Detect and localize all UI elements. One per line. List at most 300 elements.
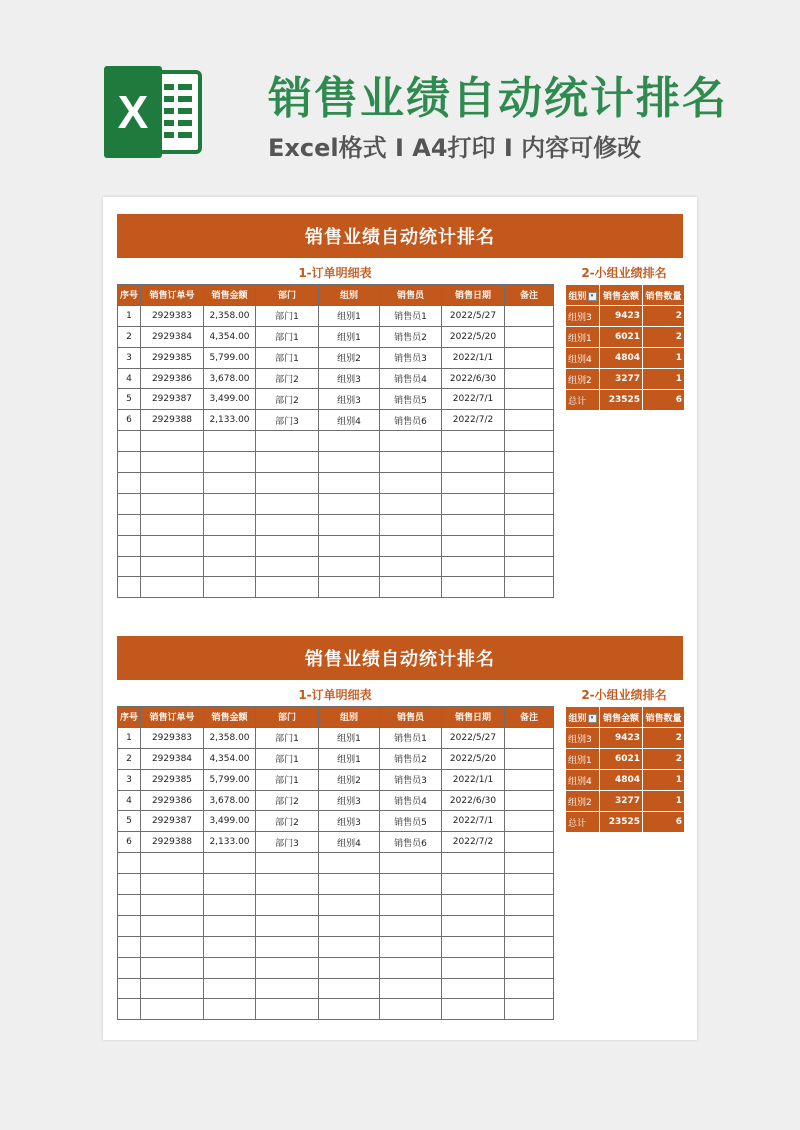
table-cell[interactable]: 2929387 bbox=[141, 811, 204, 832]
column-header[interactable]: 备注 bbox=[505, 285, 554, 306]
rank-cell[interactable]: 4804 bbox=[600, 348, 643, 369]
table-cell[interactable] bbox=[505, 978, 554, 999]
table-cell[interactable] bbox=[319, 473, 380, 494]
table-cell[interactable] bbox=[442, 915, 505, 936]
table-cell[interactable] bbox=[505, 811, 554, 832]
rank-cell[interactable]: 6021 bbox=[600, 327, 643, 348]
table-cell[interactable] bbox=[505, 915, 554, 936]
rank-column-header[interactable] bbox=[566, 707, 600, 728]
rank-column-header[interactable] bbox=[643, 707, 685, 728]
table-cell[interactable] bbox=[505, 452, 554, 473]
rank-cell[interactable]: 组别1 bbox=[566, 749, 600, 770]
table-header-row bbox=[118, 707, 554, 728]
table-cell[interactable] bbox=[505, 473, 554, 494]
table-cell[interactable]: 4,354.00 bbox=[204, 326, 256, 347]
table-cell[interactable]: 销售员2 bbox=[380, 326, 442, 347]
table-cell[interactable] bbox=[505, 936, 554, 957]
column-header[interactable]: 销售日期 bbox=[442, 285, 505, 306]
table-cell[interactable] bbox=[442, 874, 505, 895]
table-cell[interactable]: 组别1 bbox=[319, 748, 380, 769]
column-header[interactable]: 备注 bbox=[505, 707, 554, 728]
table-cell[interactable]: 4 bbox=[118, 790, 141, 811]
table-cell[interactable] bbox=[505, 853, 554, 874]
table-cell[interactable] bbox=[141, 853, 204, 874]
table-cell[interactable] bbox=[505, 326, 554, 347]
table-cell[interactable] bbox=[505, 727, 554, 748]
table-cell[interactable] bbox=[442, 936, 505, 957]
table-cell[interactable] bbox=[505, 431, 554, 452]
table-cell[interactable]: 销售员3 bbox=[380, 347, 442, 368]
table-cell[interactable]: 部门1 bbox=[256, 326, 319, 347]
filter-dropdown-icon[interactable]: ▾ bbox=[588, 714, 597, 723]
rank-column-header[interactable] bbox=[600, 285, 643, 306]
table-cell[interactable]: 4 bbox=[118, 368, 141, 389]
table-cell[interactable] bbox=[118, 915, 141, 936]
table-cell[interactable] bbox=[204, 556, 256, 577]
table-cell[interactable]: 2,133.00 bbox=[204, 410, 256, 431]
column-header[interactable]: 销售员 bbox=[380, 707, 442, 728]
table-cell[interactable] bbox=[319, 874, 380, 895]
table-cell[interactable] bbox=[256, 556, 319, 577]
table-cell[interactable] bbox=[442, 556, 505, 577]
table-cell[interactable]: 3 bbox=[118, 769, 141, 790]
table-cell[interactable] bbox=[505, 368, 554, 389]
table-cell[interactable]: 部门2 bbox=[256, 790, 319, 811]
table-cell[interactable]: 销售员5 bbox=[380, 389, 442, 410]
rank-cell[interactable]: 总计 bbox=[566, 812, 600, 833]
column-header[interactable]: 组别 bbox=[319, 285, 380, 306]
table-cell[interactable] bbox=[204, 999, 256, 1020]
table-cell[interactable] bbox=[118, 493, 141, 514]
column-header[interactable]: 销售订单号 bbox=[141, 285, 204, 306]
table-cell[interactable]: 6 bbox=[118, 410, 141, 431]
table-cell[interactable] bbox=[204, 452, 256, 473]
table-cell[interactable]: 2022/1/1 bbox=[442, 347, 505, 368]
table-cell[interactable] bbox=[505, 895, 554, 916]
table-cell[interactable] bbox=[319, 895, 380, 916]
table-cell[interactable] bbox=[442, 473, 505, 494]
table-cell[interactable]: 2 bbox=[118, 748, 141, 769]
group-ranking-table bbox=[565, 284, 685, 411]
table-cell[interactable] bbox=[256, 915, 319, 936]
table-cell[interactable]: 5,799.00 bbox=[204, 769, 256, 790]
rank-cell[interactable]: 组别2 bbox=[566, 791, 600, 812]
rank-cell[interactable]: 总计 bbox=[566, 390, 600, 411]
table-cell[interactable] bbox=[319, 535, 380, 556]
table-cell[interactable]: 3,678.00 bbox=[204, 368, 256, 389]
table-cell[interactable] bbox=[442, 957, 505, 978]
table-cell[interactable] bbox=[118, 957, 141, 978]
table-cell[interactable]: 销售员4 bbox=[380, 368, 442, 389]
table-cell[interactable]: 组别1 bbox=[319, 305, 380, 326]
table-cell[interactable] bbox=[256, 431, 319, 452]
table-cell[interactable] bbox=[141, 874, 204, 895]
table-cell[interactable]: 2929386 bbox=[141, 790, 204, 811]
table-cell[interactable] bbox=[319, 493, 380, 514]
table-cell[interactable] bbox=[256, 895, 319, 916]
table-cell[interactable]: 组别3 bbox=[319, 389, 380, 410]
table-row bbox=[118, 832, 554, 853]
table-cell[interactable] bbox=[380, 452, 442, 473]
table-cell[interactable]: 2929383 bbox=[141, 727, 204, 748]
rank-cell[interactable]: 组别1 bbox=[566, 327, 600, 348]
table-cell[interactable] bbox=[319, 452, 380, 473]
rank-cell[interactable]: 6 bbox=[643, 812, 685, 833]
table-cell[interactable]: 部门1 bbox=[256, 727, 319, 748]
table-cell[interactable] bbox=[118, 556, 141, 577]
table-row bbox=[118, 473, 554, 494]
table-cell[interactable] bbox=[319, 936, 380, 957]
table-cell[interactable] bbox=[141, 957, 204, 978]
rank-cell[interactable]: 2 bbox=[643, 728, 685, 749]
table-cell[interactable] bbox=[380, 874, 442, 895]
table-cell[interactable]: 销售员5 bbox=[380, 811, 442, 832]
table-cell[interactable]: 组别1 bbox=[319, 727, 380, 748]
rank-cell[interactable]: 组别4 bbox=[566, 348, 600, 369]
table-cell[interactable]: 部门2 bbox=[256, 811, 319, 832]
table-cell[interactable]: 2929385 bbox=[141, 769, 204, 790]
table-cell[interactable] bbox=[204, 957, 256, 978]
table-cell[interactable] bbox=[256, 957, 319, 978]
table-cell[interactable] bbox=[380, 431, 442, 452]
section-title: 销售业绩自动统计排名 bbox=[117, 636, 683, 680]
table-cell[interactable] bbox=[256, 874, 319, 895]
table-cell[interactable] bbox=[118, 874, 141, 895]
table-cell[interactable]: 部门3 bbox=[256, 832, 319, 853]
table-cell[interactable] bbox=[204, 577, 256, 598]
column-header[interactable]: 销售金额 bbox=[204, 707, 256, 728]
table-cell[interactable] bbox=[118, 936, 141, 957]
rank-cell[interactable]: 3277 bbox=[600, 791, 643, 812]
table-cell[interactable] bbox=[442, 431, 505, 452]
rank-cell[interactable]: 6021 bbox=[600, 749, 643, 770]
table-cell[interactable]: 2929384 bbox=[141, 326, 204, 347]
table-cell[interactable] bbox=[380, 915, 442, 936]
table-cell[interactable]: 4,354.00 bbox=[204, 748, 256, 769]
table-cell[interactable]: 部门1 bbox=[256, 305, 319, 326]
table-cell[interactable] bbox=[256, 473, 319, 494]
table-cell[interactable]: 2929386 bbox=[141, 368, 204, 389]
table-cell[interactable] bbox=[505, 769, 554, 790]
rank-cell[interactable]: 3277 bbox=[600, 369, 643, 390]
table-cell[interactable]: 2,133.00 bbox=[204, 832, 256, 853]
rank-header-label: 销售数量 bbox=[645, 291, 682, 302]
table-cell[interactable]: 销售员6 bbox=[380, 410, 442, 431]
table-cell[interactable] bbox=[319, 514, 380, 535]
table-cell[interactable]: 组别3 bbox=[319, 790, 380, 811]
table-cell[interactable] bbox=[505, 410, 554, 431]
table-cell[interactable] bbox=[380, 936, 442, 957]
rank-cell[interactable]: 1 bbox=[643, 770, 685, 791]
table-cell[interactable]: 组别2 bbox=[319, 769, 380, 790]
table-cell[interactable]: 3,499.00 bbox=[204, 389, 256, 410]
table-cell[interactable] bbox=[256, 577, 319, 598]
table-cell[interactable]: 2929388 bbox=[141, 410, 204, 431]
table-cell[interactable] bbox=[380, 514, 442, 535]
table-cell[interactable] bbox=[380, 535, 442, 556]
rank-cell[interactable]: 2 bbox=[643, 749, 685, 770]
table-cell[interactable] bbox=[141, 514, 204, 535]
table-cell[interactable]: 2022/6/30 bbox=[442, 790, 505, 811]
table-cell[interactable] bbox=[118, 978, 141, 999]
table-cell[interactable] bbox=[141, 556, 204, 577]
table-cell[interactable]: 2929383 bbox=[141, 305, 204, 326]
table-cell[interactable]: 组别1 bbox=[319, 326, 380, 347]
table-cell[interactable] bbox=[256, 535, 319, 556]
table-cell[interactable] bbox=[256, 493, 319, 514]
table-cell[interactable]: 销售员2 bbox=[380, 748, 442, 769]
table-cell[interactable] bbox=[505, 389, 554, 410]
table-cell[interactable] bbox=[505, 514, 554, 535]
table-cell[interactable] bbox=[204, 853, 256, 874]
rank-cell[interactable]: 组别3 bbox=[566, 306, 600, 327]
table-cell[interactable]: 部门1 bbox=[256, 769, 319, 790]
table-cell[interactable]: 销售员4 bbox=[380, 790, 442, 811]
table-cell[interactable] bbox=[204, 493, 256, 514]
table-cell[interactable]: 部门1 bbox=[256, 347, 319, 368]
table-cell[interactable] bbox=[442, 577, 505, 598]
rank-cell[interactable]: 23525 bbox=[600, 390, 643, 411]
table-cell[interactable] bbox=[118, 514, 141, 535]
table-cell[interactable] bbox=[380, 853, 442, 874]
table-cell[interactable] bbox=[319, 957, 380, 978]
table-cell[interactable] bbox=[118, 473, 141, 494]
rank-row bbox=[566, 327, 685, 348]
table-cell[interactable]: 2,358.00 bbox=[204, 727, 256, 748]
table-cell[interactable] bbox=[442, 452, 505, 473]
rank-row bbox=[566, 749, 685, 770]
table-cell[interactable] bbox=[141, 493, 204, 514]
table-cell[interactable] bbox=[380, 577, 442, 598]
table-cell[interactable]: 销售员1 bbox=[380, 727, 442, 748]
rank-cell[interactable]: 9423 bbox=[600, 306, 643, 327]
rank-cell[interactable]: 组别3 bbox=[566, 728, 600, 749]
table-cell[interactable] bbox=[204, 535, 256, 556]
table-cell[interactable] bbox=[319, 999, 380, 1020]
table-cell[interactable] bbox=[380, 957, 442, 978]
table-cell[interactable] bbox=[141, 915, 204, 936]
rank-row bbox=[566, 306, 685, 327]
table-cell[interactable] bbox=[256, 999, 319, 1020]
logo-letter: X bbox=[117, 86, 149, 138]
column-header[interactable]: 序号 bbox=[118, 707, 141, 728]
table-cell[interactable] bbox=[380, 999, 442, 1020]
table-cell[interactable]: 销售员1 bbox=[380, 305, 442, 326]
rank-cell[interactable]: 1 bbox=[643, 348, 685, 369]
table-cell[interactable]: 5,799.00 bbox=[204, 347, 256, 368]
column-header[interactable]: 组别 bbox=[319, 707, 380, 728]
rank-column-header[interactable] bbox=[600, 707, 643, 728]
table-cell[interactable]: 2022/6/30 bbox=[442, 368, 505, 389]
rank-cell[interactable]: 9423 bbox=[600, 728, 643, 749]
table-cell[interactable] bbox=[505, 874, 554, 895]
table-cell[interactable] bbox=[204, 915, 256, 936]
table-cell[interactable] bbox=[118, 999, 141, 1020]
rank-cell[interactable]: 组别4 bbox=[566, 770, 600, 791]
column-header[interactable]: 销售金额 bbox=[204, 285, 256, 306]
table-cell[interactable] bbox=[118, 895, 141, 916]
table-cell[interactable]: 组别2 bbox=[319, 347, 380, 368]
table-cell[interactable] bbox=[319, 915, 380, 936]
table-cell[interactable] bbox=[505, 493, 554, 514]
table-cell[interactable]: 1 bbox=[118, 305, 141, 326]
table-cell[interactable] bbox=[319, 556, 380, 577]
table-row bbox=[118, 347, 554, 368]
table-cell[interactable]: 组别4 bbox=[319, 410, 380, 431]
table-cell[interactable] bbox=[141, 978, 204, 999]
table-cell[interactable]: 2022/7/1 bbox=[442, 811, 505, 832]
column-header[interactable]: 部门 bbox=[256, 285, 319, 306]
table-cell[interactable] bbox=[505, 577, 554, 598]
table-cell[interactable] bbox=[204, 874, 256, 895]
table-cell[interactable] bbox=[118, 853, 141, 874]
table-cell[interactable] bbox=[380, 978, 442, 999]
table-cell[interactable]: 部门2 bbox=[256, 368, 319, 389]
table-cell[interactable]: 部门3 bbox=[256, 410, 319, 431]
table-cell[interactable] bbox=[118, 535, 141, 556]
table-cell[interactable] bbox=[204, 978, 256, 999]
table-cell[interactable] bbox=[380, 895, 442, 916]
rank-cell[interactable]: 1 bbox=[643, 369, 685, 390]
rank-header-label: 组别 bbox=[568, 713, 587, 724]
table-cell[interactable]: 2022/1/1 bbox=[442, 769, 505, 790]
table-cell[interactable] bbox=[442, 853, 505, 874]
table-cell[interactable] bbox=[442, 514, 505, 535]
table-cell[interactable] bbox=[256, 514, 319, 535]
table-row bbox=[118, 957, 554, 978]
table-cell[interactable] bbox=[256, 853, 319, 874]
table-cell[interactable]: 3,678.00 bbox=[204, 790, 256, 811]
filter-dropdown-icon[interactable]: ▾ bbox=[588, 292, 597, 301]
column-header[interactable]: 序号 bbox=[118, 285, 141, 306]
table-cell[interactable]: 2929388 bbox=[141, 832, 204, 853]
table-cell[interactable] bbox=[204, 514, 256, 535]
table-cell[interactable] bbox=[505, 957, 554, 978]
table-cell[interactable]: 2,358.00 bbox=[204, 305, 256, 326]
table-cell[interactable]: 2929387 bbox=[141, 389, 204, 410]
table-cell[interactable] bbox=[442, 895, 505, 916]
group-ranking-table bbox=[565, 706, 685, 833]
table-cell[interactable] bbox=[118, 577, 141, 598]
table-cell[interactable] bbox=[380, 556, 442, 577]
table-cell[interactable] bbox=[442, 493, 505, 514]
table-cell[interactable] bbox=[141, 999, 204, 1020]
rank-cell[interactable]: 4804 bbox=[600, 770, 643, 791]
table-cell[interactable] bbox=[118, 431, 141, 452]
header bbox=[0, 0, 800, 190]
table-cell[interactable]: 2022/7/2 bbox=[442, 410, 505, 431]
table-cell[interactable] bbox=[505, 305, 554, 326]
table-cell[interactable] bbox=[442, 978, 505, 999]
column-header[interactable]: 销售员 bbox=[380, 285, 442, 306]
table-cell[interactable] bbox=[204, 473, 256, 494]
table-cell[interactable] bbox=[319, 431, 380, 452]
table-cell[interactable]: 部门1 bbox=[256, 748, 319, 769]
table-cell[interactable]: 2929385 bbox=[141, 347, 204, 368]
table-cell[interactable]: 3,499.00 bbox=[204, 811, 256, 832]
table-cell[interactable] bbox=[505, 790, 554, 811]
table-cell[interactable] bbox=[141, 895, 204, 916]
rank-row bbox=[566, 348, 685, 369]
rank-cell[interactable]: 6 bbox=[643, 390, 685, 411]
table-cell[interactable] bbox=[380, 473, 442, 494]
table-cell[interactable]: 3 bbox=[118, 347, 141, 368]
table-cell[interactable]: 2022/7/1 bbox=[442, 389, 505, 410]
table-cell[interactable] bbox=[204, 431, 256, 452]
table-cell[interactable] bbox=[141, 577, 204, 598]
table-cell[interactable] bbox=[442, 535, 505, 556]
table-cell[interactable] bbox=[505, 748, 554, 769]
rank-cell[interactable]: 组别2 bbox=[566, 369, 600, 390]
table-cell[interactable]: 2022/5/27 bbox=[442, 727, 505, 748]
table-row bbox=[118, 305, 554, 326]
table-cell[interactable] bbox=[505, 832, 554, 853]
table-cell[interactable] bbox=[319, 978, 380, 999]
rank-cell[interactable]: 2 bbox=[643, 327, 685, 348]
table-cell[interactable] bbox=[505, 999, 554, 1020]
rank-column-header[interactable] bbox=[566, 285, 600, 306]
rank-header-label: 销售金额 bbox=[602, 713, 639, 724]
rank-column-header[interactable] bbox=[643, 285, 685, 306]
table-cell[interactable]: 5 bbox=[118, 389, 141, 410]
rank-row bbox=[566, 770, 685, 791]
table-cell[interactable]: 2 bbox=[118, 326, 141, 347]
table-cell[interactable]: 2022/5/20 bbox=[442, 748, 505, 769]
table-cell[interactable] bbox=[141, 473, 204, 494]
rank-cell[interactable]: 2 bbox=[643, 306, 685, 327]
table-cell[interactable] bbox=[256, 936, 319, 957]
table-cell[interactable] bbox=[319, 577, 380, 598]
table-cell[interactable] bbox=[256, 978, 319, 999]
table-cell[interactable]: 组别3 bbox=[319, 368, 380, 389]
table-cell[interactable] bbox=[141, 431, 204, 452]
table-cell[interactable] bbox=[505, 535, 554, 556]
table-cell[interactable] bbox=[141, 936, 204, 957]
table-cell[interactable]: 1 bbox=[118, 727, 141, 748]
rank-cell[interactable]: 23525 bbox=[600, 812, 643, 833]
table-cell[interactable] bbox=[256, 452, 319, 473]
table-cell[interactable] bbox=[505, 556, 554, 577]
report-section bbox=[117, 214, 683, 427]
subtitle-row bbox=[117, 680, 683, 706]
table-cell[interactable]: 组别3 bbox=[319, 811, 380, 832]
table-cell[interactable] bbox=[204, 895, 256, 916]
rank-cell[interactable]: 1 bbox=[643, 791, 685, 812]
column-header[interactable]: 部门 bbox=[256, 707, 319, 728]
table-cell[interactable]: 销售员3 bbox=[380, 769, 442, 790]
table-cell[interactable]: 5 bbox=[118, 811, 141, 832]
table-cell[interactable]: 2022/5/27 bbox=[442, 305, 505, 326]
table-cell[interactable]: 2929384 bbox=[141, 748, 204, 769]
table-cell[interactable]: 2022/5/20 bbox=[442, 326, 505, 347]
table-cell[interactable] bbox=[204, 936, 256, 957]
table-cell[interactable] bbox=[141, 452, 204, 473]
page-title: 销售业绩自动统计排名 bbox=[268, 73, 728, 124]
table-cell[interactable] bbox=[118, 452, 141, 473]
table-cell[interactable]: 组别4 bbox=[319, 832, 380, 853]
column-header[interactable]: 销售订单号 bbox=[141, 707, 204, 728]
table-cell[interactable] bbox=[141, 535, 204, 556]
table-cell[interactable]: 销售员6 bbox=[380, 832, 442, 853]
table-cell[interactable]: 2022/7/2 bbox=[442, 832, 505, 853]
table-cell[interactable] bbox=[505, 347, 554, 368]
table-cell[interactable]: 6 bbox=[118, 832, 141, 853]
table-cell[interactable]: 部门2 bbox=[256, 389, 319, 410]
column-header[interactable]: 销售日期 bbox=[442, 707, 505, 728]
table-cell[interactable] bbox=[319, 853, 380, 874]
table-cell[interactable] bbox=[442, 999, 505, 1020]
table-cell[interactable] bbox=[380, 493, 442, 514]
